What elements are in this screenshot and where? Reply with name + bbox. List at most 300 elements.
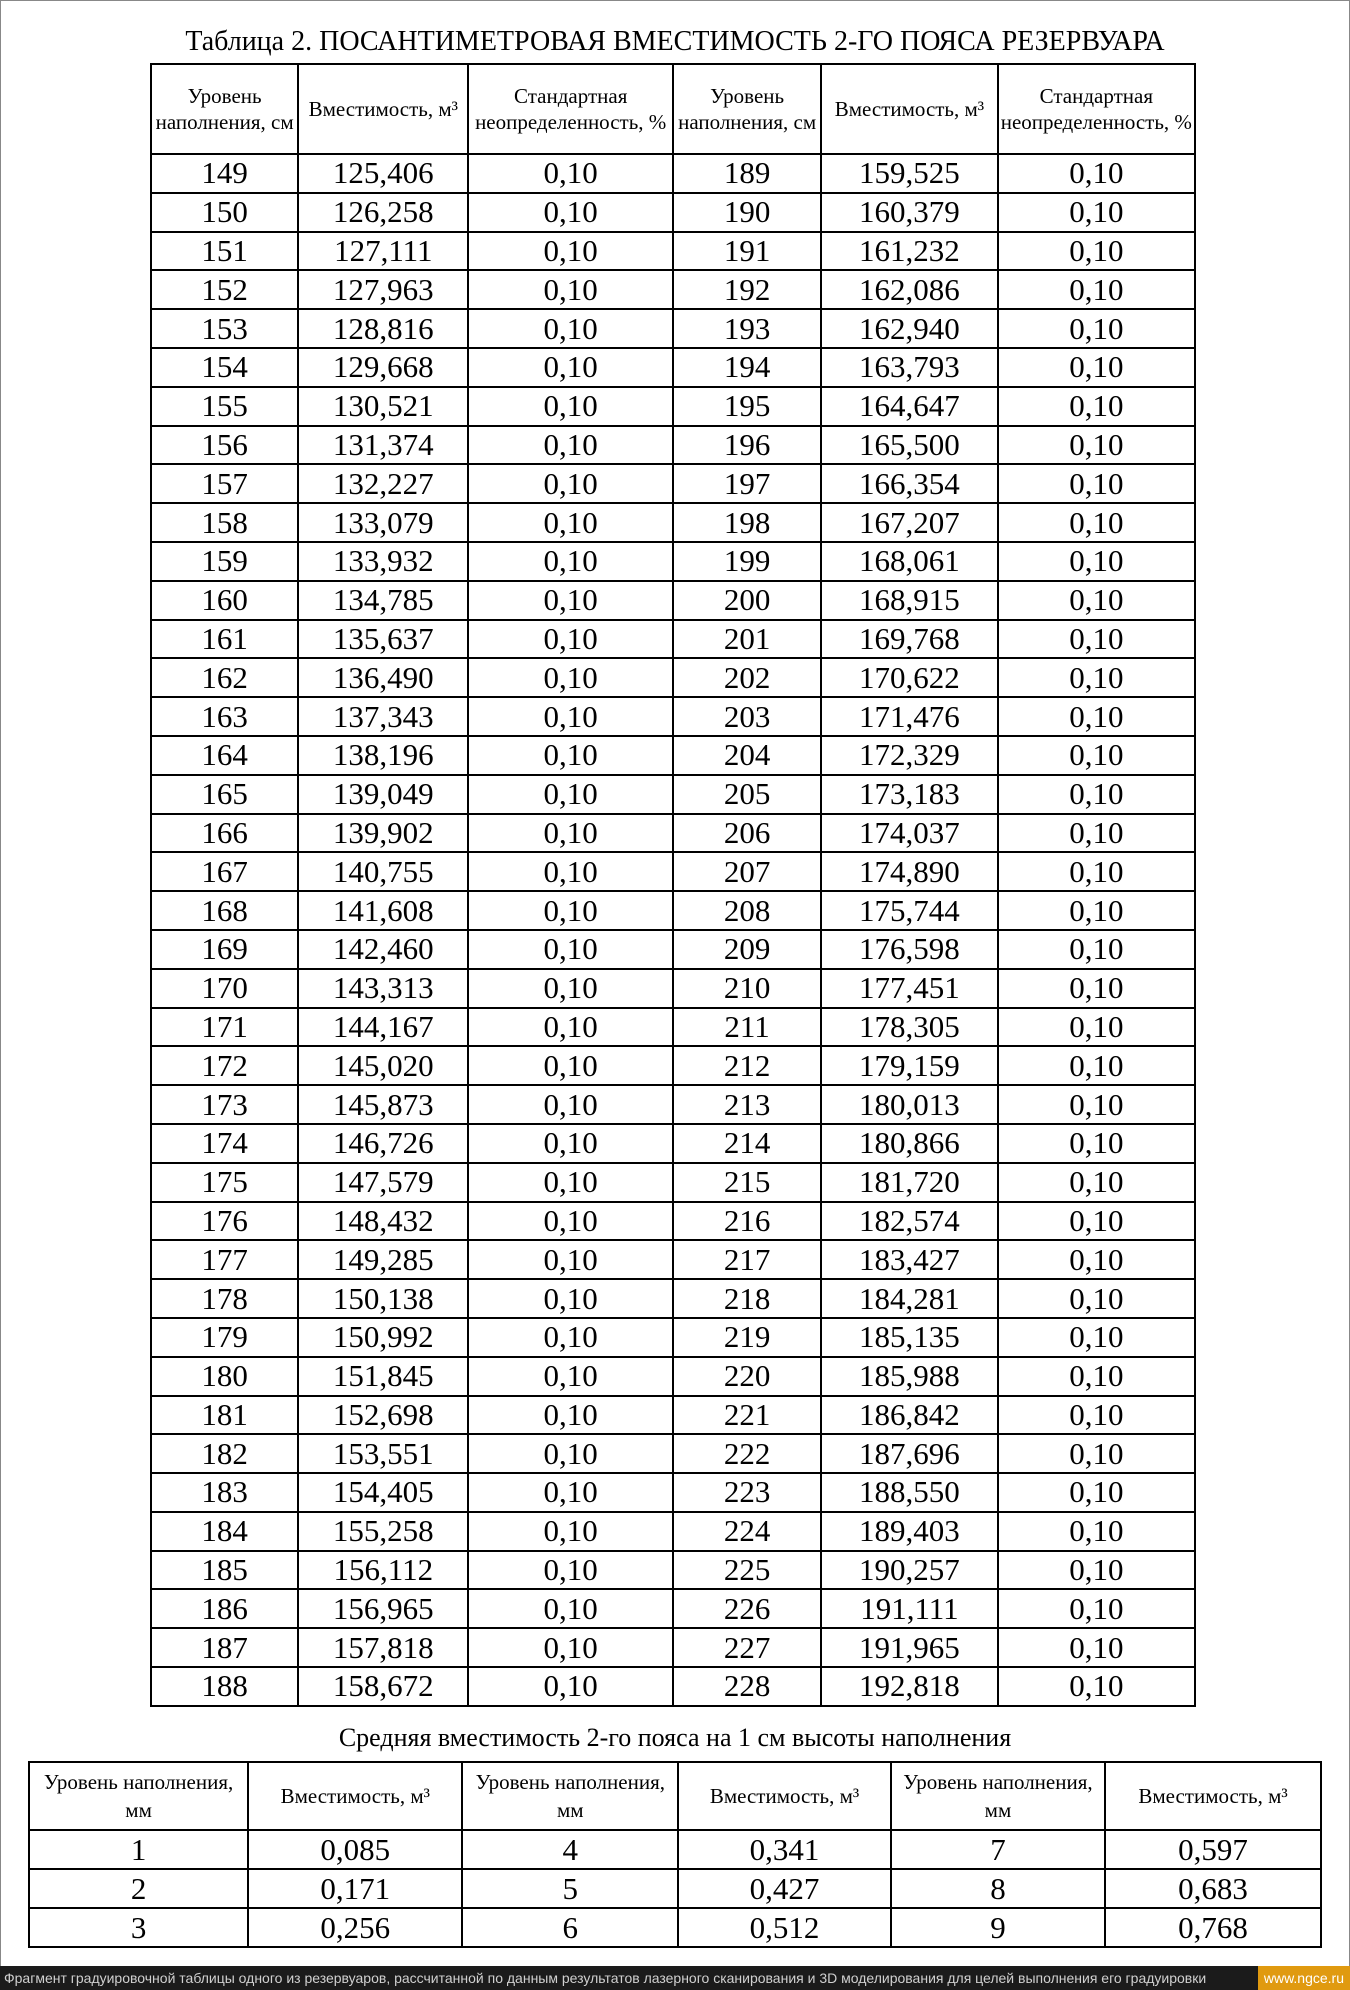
table-cell: 149 (151, 154, 298, 193)
table-cell: 143,313 (298, 969, 468, 1008)
table-cell: 0,10 (998, 1202, 1195, 1241)
table-cell: 150 (151, 193, 298, 232)
table-cell: 223 (673, 1473, 821, 1512)
table-cell: 0,10 (468, 620, 673, 659)
table-cell: 187,696 (821, 1434, 997, 1473)
table-cell: 191,965 (821, 1628, 997, 1667)
table-cell: 149,285 (298, 1240, 468, 1279)
table-cell: 0,10 (468, 891, 673, 930)
table-cell: 155 (151, 387, 298, 426)
table-cell: 202 (673, 658, 821, 697)
table-cell: 135,637 (298, 620, 468, 659)
table-cell: 166,354 (821, 464, 997, 503)
table-cell: 192 (673, 270, 821, 309)
table-cell: 174 (151, 1124, 298, 1163)
table-cell: 185 (151, 1551, 298, 1590)
table-cell: 0,10 (998, 154, 1195, 193)
table-cell: 157 (151, 464, 298, 503)
table-cell: 217 (673, 1240, 821, 1279)
table-cell: 183 (151, 1473, 298, 1512)
table-cell: 137,343 (298, 697, 468, 736)
table-cell: 151 (151, 232, 298, 271)
table-cell: 203 (673, 697, 821, 736)
table-cell: 0,10 (998, 1589, 1195, 1628)
table-cell: 0,10 (998, 620, 1195, 659)
table-cell: 154,405 (298, 1473, 468, 1512)
table-row (151, 852, 1195, 891)
table-cell: 0,10 (468, 814, 673, 853)
table-cell: 199 (673, 542, 821, 581)
table-cell: 0,10 (468, 1318, 673, 1357)
table-cell: 162,086 (821, 270, 997, 309)
table-cell: 0,10 (468, 1628, 673, 1667)
table-cell: 227 (673, 1628, 821, 1667)
table-cell: 226 (673, 1589, 821, 1628)
table-cell: 0,10 (998, 193, 1195, 232)
table-cell: 146,726 (298, 1124, 468, 1163)
table-cell: 160,379 (821, 193, 997, 232)
table-cell: 181 (151, 1396, 298, 1435)
table-cell: 209 (673, 930, 821, 969)
table-row (151, 1434, 1195, 1473)
table-cell: 0,10 (998, 309, 1195, 348)
table-cell: 158 (151, 503, 298, 542)
table-cell: 0,10 (468, 969, 673, 1008)
table-cell: 140,755 (298, 852, 468, 891)
table-cell: 128,816 (298, 309, 468, 348)
table-cell: 165,500 (821, 426, 997, 465)
table-cell: 0,10 (468, 1046, 673, 1085)
table-cell: 177,451 (821, 969, 997, 1008)
table-cell: 187 (151, 1628, 298, 1667)
table-cell: 198 (673, 503, 821, 542)
table-cell: 139,902 (298, 814, 468, 853)
table-cell: 0,10 (468, 542, 673, 581)
table-cell: 212 (673, 1046, 821, 1085)
table-cell: 0,10 (998, 387, 1195, 426)
table-row (151, 193, 1195, 232)
table-cell: 204 (673, 736, 821, 775)
table-cell: 0,10 (468, 154, 673, 193)
table-cell: 154 (151, 348, 298, 387)
table-cell: 0,10 (468, 309, 673, 348)
table-row (151, 1279, 1195, 1318)
table-cell: 0,10 (998, 1008, 1195, 1047)
table-cell: 0,10 (998, 852, 1195, 891)
table-cell: 8 (891, 1869, 1105, 1908)
table-row (151, 503, 1195, 542)
table-cell: 0,10 (468, 348, 673, 387)
table-cell: 189,403 (821, 1512, 997, 1551)
table-cell: 0,10 (468, 1473, 673, 1512)
table-cell: 172 (151, 1046, 298, 1085)
column-header: Стандартная неопределенность, % (468, 64, 673, 154)
section-subtitle: Средняя вместимость 2-го пояса на 1 см высоты наполнения (338, 1723, 1012, 1752)
table-cell: 0,10 (998, 1667, 1195, 1706)
table-cell: 196 (673, 426, 821, 465)
table-cell: 0,10 (468, 1240, 673, 1279)
table-cell: 141,608 (298, 891, 468, 930)
table-cell: 0,10 (468, 1008, 673, 1047)
table-cell: 173 (151, 1085, 298, 1124)
table-cell: 207 (673, 852, 821, 891)
table-cell: 0,10 (468, 1085, 673, 1124)
table-cell: 0,10 (468, 697, 673, 736)
table-row (29, 1908, 1321, 1947)
table-cell: 0,10 (998, 542, 1195, 581)
table-cell: 152 (151, 270, 298, 309)
table-cell: 195 (673, 387, 821, 426)
table-cell: 177 (151, 1240, 298, 1279)
table-cell: 0,512 (678, 1908, 891, 1947)
table-row (151, 1512, 1195, 1551)
table-row (151, 1318, 1195, 1357)
table-cell: 179 (151, 1318, 298, 1357)
table-cell: 1 (29, 1830, 248, 1869)
table-cell: 2 (29, 1869, 248, 1908)
table-row (151, 1240, 1195, 1279)
table-cell: 0,171 (248, 1869, 462, 1908)
table-cell: 228 (673, 1667, 821, 1706)
per-mm-table-body (29, 1830, 1321, 1947)
table-cell: 0,10 (998, 1163, 1195, 1202)
table-cell: 151,845 (298, 1357, 468, 1396)
table-row (151, 1163, 1195, 1202)
table-cell: 0,10 (998, 1551, 1195, 1590)
table-cell: 152,698 (298, 1396, 468, 1435)
capacity-table-body (151, 154, 1195, 1706)
table-cell: 0,10 (998, 1473, 1195, 1512)
per-mm-table (28, 1761, 1322, 1948)
table-cell: 0,10 (468, 1163, 673, 1202)
table-cell: 168,915 (821, 581, 997, 620)
table-cell: 185,135 (821, 1318, 997, 1357)
column-header: Стандартная неопределенность, % (998, 64, 1195, 154)
table-cell: 4 (462, 1830, 678, 1869)
table-cell: 132,227 (298, 464, 468, 503)
table-cell: 174,037 (821, 814, 997, 853)
table-cell: 158,672 (298, 1667, 468, 1706)
table-row (151, 1124, 1195, 1163)
table-cell: 0,10 (998, 969, 1195, 1008)
table-cell: 0,085 (248, 1830, 462, 1869)
table-row (151, 891, 1195, 930)
table-cell: 0,10 (998, 1512, 1195, 1551)
table-cell: 216 (673, 1202, 821, 1241)
table-cell: 179,159 (821, 1046, 997, 1085)
table-cell: 0,10 (468, 1551, 673, 1590)
table-cell: 0,10 (468, 1279, 673, 1318)
table-cell: 156,965 (298, 1589, 468, 1628)
table-cell: 188,550 (821, 1473, 997, 1512)
table-cell: 176,598 (821, 930, 997, 969)
table-cell: 0,10 (998, 503, 1195, 542)
table-cell: 0,10 (468, 658, 673, 697)
table-cell: 0,10 (998, 891, 1195, 930)
table-row (151, 1628, 1195, 1667)
table-cell: 190,257 (821, 1551, 997, 1590)
table-cell: 150,138 (298, 1279, 468, 1318)
table-cell: 0,10 (468, 270, 673, 309)
table-cell: 224 (673, 1512, 821, 1551)
table-cell: 178,305 (821, 1008, 997, 1047)
table-cell: 171,476 (821, 697, 997, 736)
table-row (151, 736, 1195, 775)
table-cell: 133,932 (298, 542, 468, 581)
table-cell: 159,525 (821, 154, 997, 193)
table-cell: 211 (673, 1008, 821, 1047)
table-row (151, 775, 1195, 814)
table-cell: 144,167 (298, 1008, 468, 1047)
table-cell: 176 (151, 1202, 298, 1241)
table-cell: 190 (673, 193, 821, 232)
table-row (151, 1473, 1195, 1512)
table-cell: 0,10 (998, 1628, 1195, 1667)
table-cell: 169 (151, 930, 298, 969)
table-cell: 0,10 (998, 426, 1195, 465)
table-cell: 0,10 (468, 581, 673, 620)
table-cell: 0,10 (468, 232, 673, 271)
table-cell: 172,329 (821, 736, 997, 775)
table-cell: 219 (673, 1318, 821, 1357)
table-row (151, 1667, 1195, 1706)
table-cell: 186,842 (821, 1396, 997, 1435)
table-cell: 155,258 (298, 1512, 468, 1551)
table-cell: 0,683 (1105, 1869, 1321, 1908)
table-cell: 225 (673, 1551, 821, 1590)
table-cell: 191,111 (821, 1589, 997, 1628)
table-cell: 0,10 (468, 1124, 673, 1163)
table-row (151, 620, 1195, 659)
table-cell: 145,873 (298, 1085, 468, 1124)
table-cell: 194 (673, 348, 821, 387)
table-cell: 168,061 (821, 542, 997, 581)
column-header: Вместимость, м³ (821, 64, 997, 154)
table-cell: 180 (151, 1357, 298, 1396)
table-cell: 0,10 (468, 1434, 673, 1473)
table-cell: 0,10 (468, 464, 673, 503)
table-row (151, 270, 1195, 309)
table-cell: 185,988 (821, 1357, 997, 1396)
table-cell: 0,341 (678, 1830, 891, 1869)
table-cell: 213 (673, 1085, 821, 1124)
table-cell: 0,10 (468, 387, 673, 426)
table-cell: 175 (151, 1163, 298, 1202)
footer-caption: Фрагмент градуировочной таблицы одного из резервуаров, рассчитанной по данным результатов лазерного сканирования и 3D моделирования для целей выполнения его градуировки (4, 1970, 1207, 1986)
footer-site-link[interactable]: www.ngce.ru (1258, 1966, 1350, 1990)
table-cell: 0,10 (468, 1512, 673, 1551)
table-cell: 188 (151, 1667, 298, 1706)
table-cell: 0,10 (998, 736, 1195, 775)
table-cell: 6 (462, 1908, 678, 1947)
table-cell: 182 (151, 1434, 298, 1473)
table-cell: 0,10 (998, 1124, 1195, 1163)
table-cell: 0,10 (998, 1085, 1195, 1124)
table-cell: 205 (673, 775, 821, 814)
table-row (151, 1085, 1195, 1124)
table-cell: 189 (673, 154, 821, 193)
table-row (151, 1551, 1195, 1590)
table-cell: 192,818 (821, 1667, 997, 1706)
table-cell: 127,963 (298, 270, 468, 309)
footer-bar (0, 1966, 1350, 1990)
column-header: Уровень наполнения, мм (891, 1762, 1105, 1830)
table-cell: 184,281 (821, 1279, 997, 1318)
table-cell: 0,10 (468, 1396, 673, 1435)
table-cell: 164 (151, 736, 298, 775)
table-cell: 218 (673, 1279, 821, 1318)
table-cell: 156 (151, 426, 298, 465)
table-cell: 0,10 (998, 1318, 1195, 1357)
table-cell: 193 (673, 309, 821, 348)
table-cell: 0,10 (468, 930, 673, 969)
table-cell: 0,10 (468, 736, 673, 775)
table-cell: 210 (673, 969, 821, 1008)
table-row (151, 1008, 1195, 1047)
table-cell: 222 (673, 1434, 821, 1473)
table-cell: 0,10 (998, 464, 1195, 503)
table-cell: 147,579 (298, 1163, 468, 1202)
table-cell: 134,785 (298, 581, 468, 620)
table-cell: 166 (151, 814, 298, 853)
table-cell: 5 (462, 1869, 678, 1908)
table-cell: 157,818 (298, 1628, 468, 1667)
table-cell: 206 (673, 814, 821, 853)
table-row (151, 1357, 1195, 1396)
table-cell: 0,10 (998, 775, 1195, 814)
table-cell: 171 (151, 1008, 298, 1047)
table-row (151, 1046, 1195, 1085)
table-cell: 170,622 (821, 658, 997, 697)
table-cell: 0,10 (468, 1202, 673, 1241)
table-cell: 130,521 (298, 387, 468, 426)
table-row (151, 814, 1195, 853)
table-cell: 180,013 (821, 1085, 997, 1124)
table-row (151, 1202, 1195, 1241)
table-cell: 201 (673, 620, 821, 659)
table-cell: 208 (673, 891, 821, 930)
table-cell: 178 (151, 1279, 298, 1318)
table-cell: 0,10 (998, 1396, 1195, 1435)
table-cell: 159 (151, 542, 298, 581)
table-cell: 161,232 (821, 232, 997, 271)
table-row (29, 1830, 1321, 1869)
table-cell: 0,10 (468, 775, 673, 814)
table-cell: 0,10 (998, 581, 1195, 620)
table-row (151, 697, 1195, 736)
table-cell: 0,10 (998, 232, 1195, 271)
page-title: Таблица 2. ПОСАНТИМЕТРОВАЯ ВМЕСТИМОСТЬ 2-ГО ПОЯСА РЕЗЕРВУАРА (185, 26, 1165, 57)
table-cell: 163 (151, 697, 298, 736)
table-cell: 174,890 (821, 852, 997, 891)
table-cell: 214 (673, 1124, 821, 1163)
table-cell: 0,10 (998, 658, 1195, 697)
table-row (151, 542, 1195, 581)
table-cell: 3 (29, 1908, 248, 1947)
table-cell: 127,111 (298, 232, 468, 271)
table-row (151, 464, 1195, 503)
column-header: Вместимость, м³ (248, 1762, 462, 1830)
capacity-table (150, 63, 1196, 1707)
table-cell: 200 (673, 581, 821, 620)
table-cell: 0,10 (998, 1434, 1195, 1473)
table-cell: 0,10 (468, 1589, 673, 1628)
per-mm-table-header (29, 1762, 1321, 1830)
table-cell: 156,112 (298, 1551, 468, 1590)
column-header: Уровень наполнения, мм (462, 1762, 678, 1830)
table-cell: 167 (151, 852, 298, 891)
table-cell: 191 (673, 232, 821, 271)
table-cell: 0,10 (998, 270, 1195, 309)
table-row (151, 1396, 1195, 1435)
table-cell: 150,992 (298, 1318, 468, 1357)
table-cell: 153 (151, 309, 298, 348)
table-cell: 145,020 (298, 1046, 468, 1085)
table-cell: 170 (151, 969, 298, 1008)
column-header: Уровень наполнения, мм (29, 1762, 248, 1830)
table-cell: 0,10 (998, 1046, 1195, 1085)
table-cell: 180,866 (821, 1124, 997, 1163)
table-row (151, 1589, 1195, 1628)
table-cell: 160 (151, 581, 298, 620)
table-cell: 161 (151, 620, 298, 659)
table-cell: 181,720 (821, 1163, 997, 1202)
table-cell: 186 (151, 1589, 298, 1628)
table-cell: 0,10 (998, 1279, 1195, 1318)
table-cell: 0,10 (998, 697, 1195, 736)
table-row (151, 232, 1195, 271)
table-cell: 0,597 (1105, 1830, 1321, 1869)
table-cell: 129,668 (298, 348, 468, 387)
table-cell: 221 (673, 1396, 821, 1435)
column-header: Уровень наполнения, см (673, 64, 821, 154)
table-cell: 163,793 (821, 348, 997, 387)
table-cell: 175,744 (821, 891, 997, 930)
table-cell: 162 (151, 658, 298, 697)
table-cell: 139,049 (298, 775, 468, 814)
table-cell: 0,10 (998, 1240, 1195, 1279)
capacity-table-header (151, 64, 1195, 154)
table-cell: 0,10 (998, 348, 1195, 387)
table-cell: 0,10 (998, 814, 1195, 853)
table-cell: 133,079 (298, 503, 468, 542)
table-row (151, 348, 1195, 387)
table-cell: 182,574 (821, 1202, 997, 1241)
table-cell: 0,10 (468, 193, 673, 232)
column-header: Вместимость, м³ (678, 1762, 891, 1830)
table-cell: 131,374 (298, 426, 468, 465)
column-header: Уровень наполнения, см (151, 64, 298, 154)
table-row (151, 969, 1195, 1008)
table-cell: 0,10 (468, 1667, 673, 1706)
table-cell: 0,10 (468, 1357, 673, 1396)
table-cell: 215 (673, 1163, 821, 1202)
table-cell: 0,10 (998, 1357, 1195, 1396)
table-row (151, 581, 1195, 620)
table-row (151, 658, 1195, 697)
table-cell: 136,490 (298, 658, 468, 697)
table-cell: 148,432 (298, 1202, 468, 1241)
table-cell: 183,427 (821, 1240, 997, 1279)
table-cell: 9 (891, 1908, 1105, 1947)
table-row (151, 426, 1195, 465)
table-row (151, 387, 1195, 426)
table-cell: 0,256 (248, 1908, 462, 1947)
table-cell: 162,940 (821, 309, 997, 348)
table-cell: 0,427 (678, 1869, 891, 1908)
table-row (29, 1869, 1321, 1908)
table-cell: 184 (151, 1512, 298, 1551)
